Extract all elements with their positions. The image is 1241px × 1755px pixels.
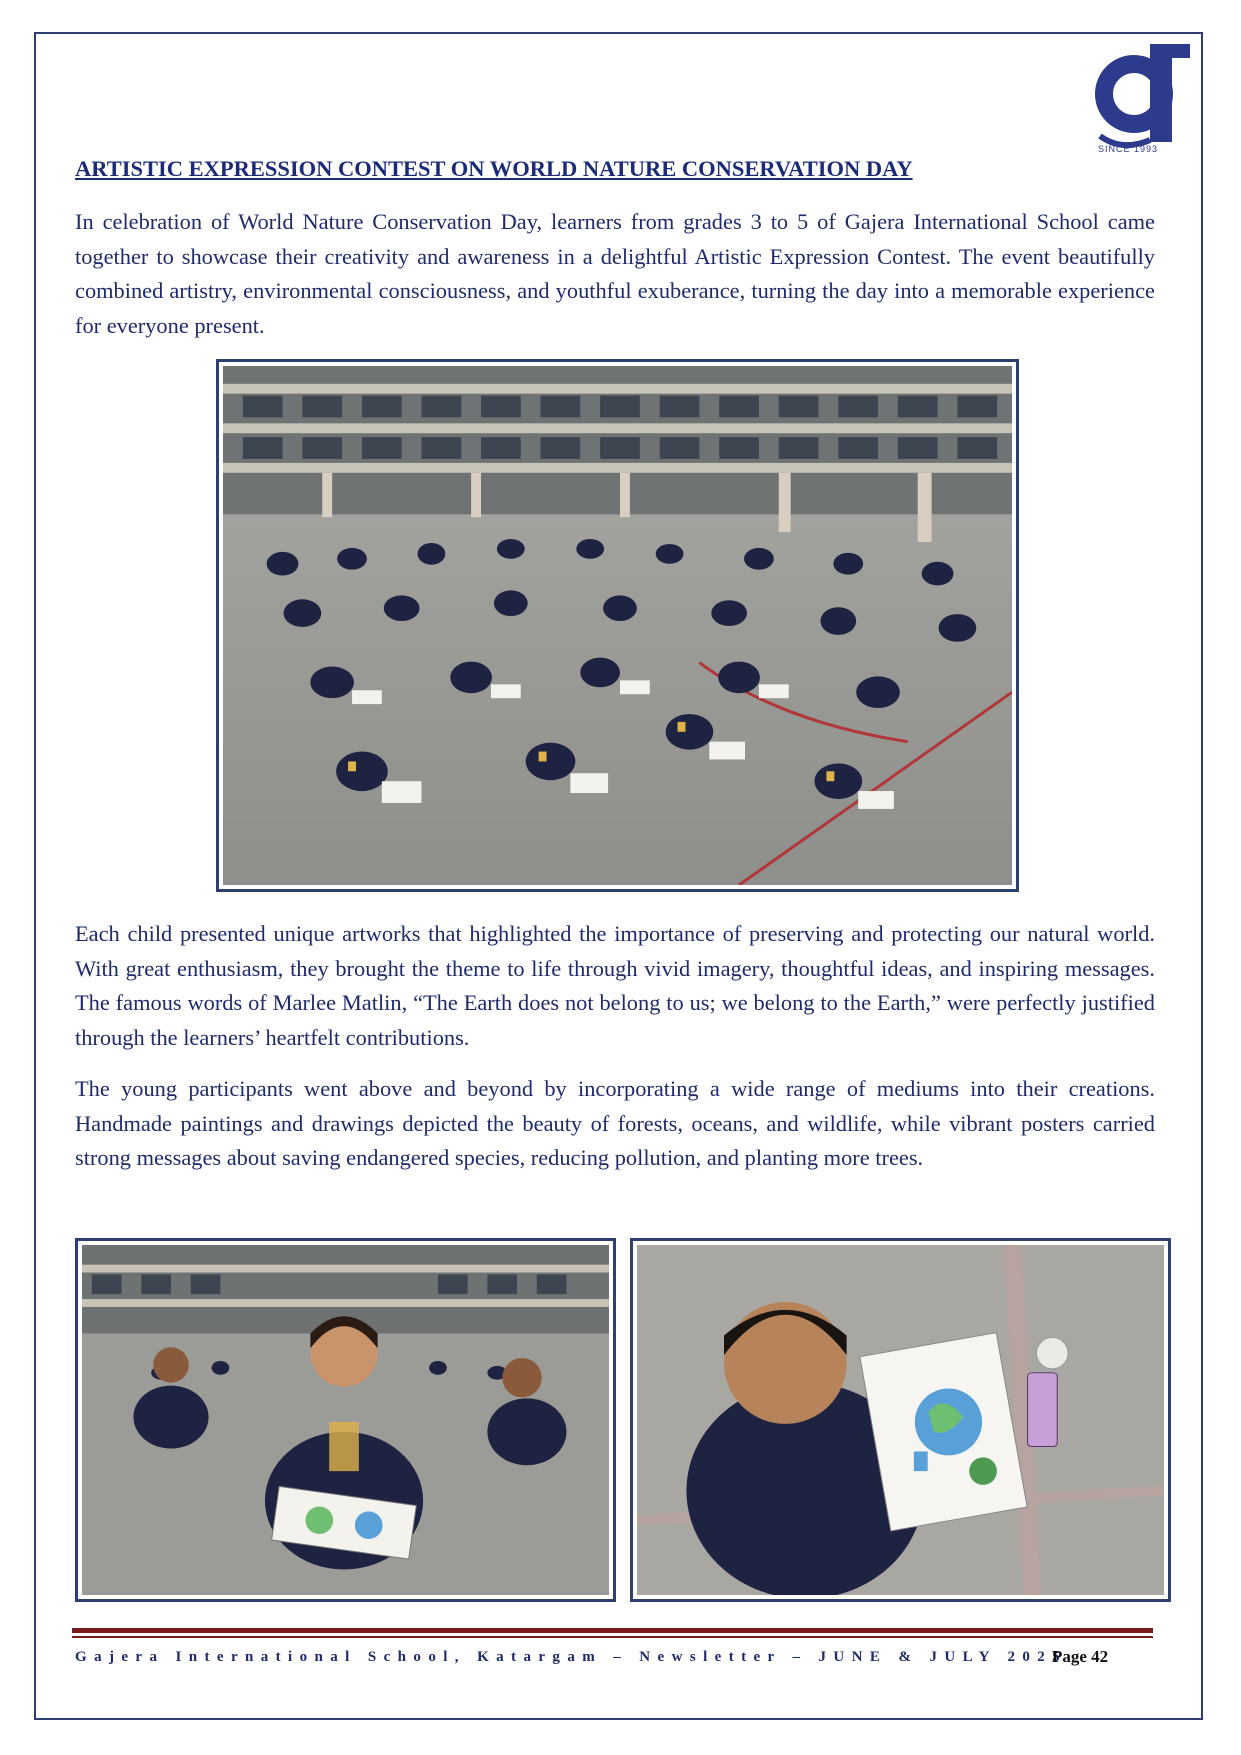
student-drawing-photo bbox=[75, 1238, 616, 1602]
article-title: ARTISTIC EXPRESSION CONTEST ON WORLD NATURE CONSERVATION DAY bbox=[75, 156, 913, 181]
student-poster-photo bbox=[630, 1238, 1171, 1602]
school-logo bbox=[1092, 44, 1196, 156]
contest-hall-photo bbox=[216, 359, 1019, 892]
body-paragraph-artworks: Each child presented unique artworks that highlighted the importance of preserving and protecting our natural world. With great enthusiasm, they brought the theme to life through vivid imagery, thoughtful ideas, and inspiring messages. The famous words of Marlee Matlin, “The Earth does not belong to us; we belong to the Earth,” were perfectly justified through the learners’ heartfelt contributions. bbox=[75, 921, 1155, 1050]
footer-rule-thin bbox=[72, 1636, 1153, 1638]
footer-rule bbox=[72, 1628, 1153, 1633]
logo-since-text: SINCE 1993 bbox=[1098, 144, 1159, 154]
page-number: Page 42 bbox=[1052, 1647, 1109, 1666]
intro-paragraph: In celebration of World Nature Conservation Day, learners from grades 3 to 5 of Gajera International School came together to showcase their creativity and awareness in a delightful Artistic Expression Contest. The event beautifully combined artistry, environmental consciousness, and youthful exuberance, turning the day into a memorable experience for everyone present. bbox=[75, 209, 1155, 338]
body-paragraph-mediums: The young participants went above and beyond by incorporating a wide range of mediums into their creations. Handmade paintings and drawings depicted the beauty of forests, oceans, and wildlife, while vibrant posters carried strong messages about saving endangered species, reducing pollution, and planting more trees. bbox=[75, 1076, 1155, 1170]
footer-text: Gajera International School, Katargam – Newsletter – JUNE & JULY 2025 bbox=[75, 1649, 1068, 1665]
